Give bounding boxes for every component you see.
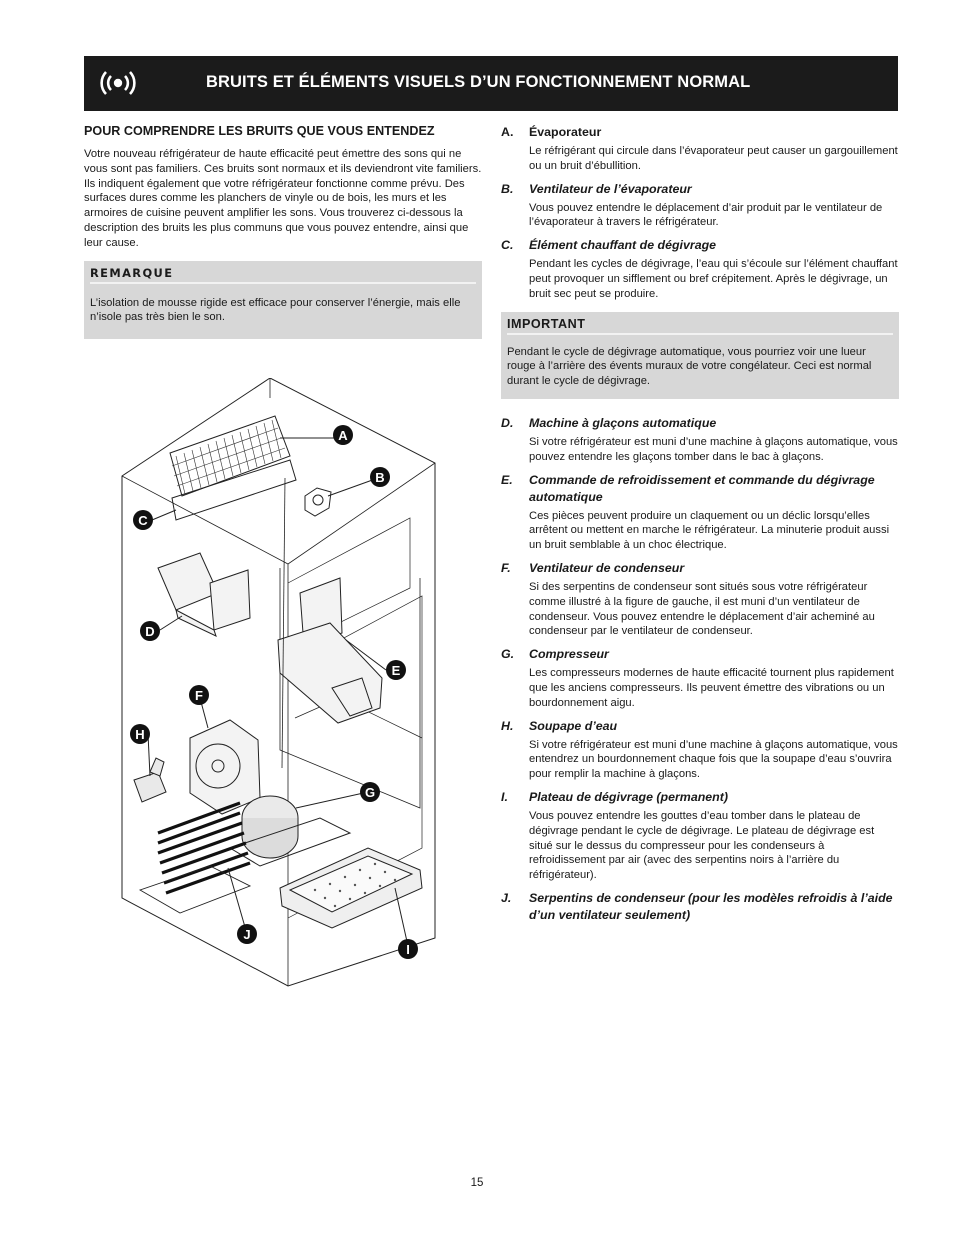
diagram-label-h <box>130 724 150 744</box>
sound-item-letter: A. <box>501 125 514 139</box>
sound-item-title: Commande de refroidissement et commande du dégivrage automatique <box>529 472 875 504</box>
sound-item-title: Évaporateur <box>529 125 602 139</box>
svg-text:B: B <box>375 470 385 485</box>
sound-item-letter: J. <box>501 890 512 905</box>
remarque-body: L’isolation de mousse rigide est efficace pour conserver l’énergie, mais elle n’isole pas très bien le son. <box>90 296 461 324</box>
svg-text:D: D <box>145 624 155 639</box>
important-box <box>501 312 899 399</box>
diagram-label-e <box>386 660 406 680</box>
sound-item-description: Le réfrigérant qui circule dans l’évaporateur peut causer un gargouillement ou un bruit d’ébullition. <box>529 145 898 172</box>
sound-item-letter: I. <box>501 789 508 804</box>
diagram-label-c <box>133 510 153 530</box>
sound-item-heading <box>501 415 899 432</box>
important-title: IMPORTANT <box>507 317 893 335</box>
sound-item-title: Ventilateur de l’évaporateur <box>529 181 692 196</box>
intro-heading: POUR COMPRENDRE LES BRUITS QUE VOUS ENTENDEZ <box>84 124 435 138</box>
sound-item <box>501 646 899 710</box>
left-column <box>84 124 482 339</box>
svg-text:A: A <box>338 428 348 443</box>
sound-item <box>501 718 899 782</box>
sound-item-letter: H. <box>501 718 514 733</box>
svg-text:J: J <box>243 927 251 942</box>
svg-text:H: H <box>135 727 145 742</box>
remarque-title: REMARQUE <box>90 266 476 284</box>
sound-item-title: Compresseur <box>529 647 609 662</box>
sound-item-heading <box>501 472 899 506</box>
sound-item-title: Serpentins de condenseur (pour les modèles refroidis à l’aide d’un ventilateur seulement) <box>529 890 893 922</box>
sound-item-heading <box>501 890 899 924</box>
sound-waves-icon <box>98 68 138 98</box>
sound-item-description: Si des serpentins de condenseur sont situés sous votre réfrigérateur comme illustré à la figure de gauche, il est muni d’un ventilateur de condenseur. Vous pouvez entendre le déplacement d’air acheminé au condenseur par le ventilateur de condenseur. <box>529 580 875 638</box>
sound-item-description: Si votre réfrigérateur est muni d’une machine à glaçons automatique, vous pouvez entendre les glaçons tomber dans le bac à glaçons. <box>529 435 898 463</box>
sound-item-title: Soupape d’eau <box>529 718 618 733</box>
page-title: BRUITS ET ÉLÉMENTS VISUELS D’UN FONCTIONNEMENT NORMAL <box>206 73 751 91</box>
diagram-label-a <box>333 425 353 445</box>
svg-text:C: C <box>138 513 148 528</box>
sound-item-title: Élément chauffant de dégivrage <box>529 238 717 253</box>
remarque-box <box>84 261 482 340</box>
sound-item-heading <box>501 789 899 806</box>
refrigerator-diagram <box>110 378 460 988</box>
sound-item-description: Ces pièces peuvent produire un claquement ou un déclic lorsqu’elles arrêtent ou mettent en marche le réfrigérateur. La minuterie produit aussi un bruit semblable à un choc électrique. <box>529 509 890 552</box>
sound-item <box>501 789 899 883</box>
sound-item-title: Plateau de dégivrage (permanent) <box>529 789 728 804</box>
sound-item <box>501 560 899 639</box>
sound-item-heading <box>501 237 899 254</box>
sound-item-description: Vous pouvez entendre le déplacement d’air produit par le ventilateur de l’évaporateur à travers le réfrigérateur. <box>529 201 883 229</box>
sound-item <box>501 237 899 301</box>
page-number: 15 <box>470 1177 484 1189</box>
section-header <box>84 56 898 111</box>
svg-text:G: G <box>364 785 376 800</box>
diagram-label-i <box>398 939 418 959</box>
svg-text:I: I <box>406 942 410 957</box>
sound-item-title: Machine à glaçons automatique <box>529 415 717 430</box>
sound-item-letter: E. <box>501 472 513 487</box>
important-body: Pendant le cycle de dégivrage automatique, vous pourriez voir une lueur rouge à l’arrière des évents muraux de votre congélateur. Ceci est normal durant le cycle de dégivrage. <box>507 345 872 388</box>
sound-item <box>501 472 899 553</box>
diagram-label-j <box>237 924 257 944</box>
diagram-label-d <box>140 621 160 641</box>
sound-item-letter: G. <box>501 647 515 662</box>
sound-item-heading <box>501 718 899 735</box>
sound-item <box>501 181 899 231</box>
items-top-list <box>501 124 899 302</box>
sound-item-letter: C. <box>501 238 514 253</box>
diagram-label-g <box>360 782 380 802</box>
sound-item-heading <box>501 181 899 198</box>
svg-text:E: E <box>391 663 401 678</box>
sound-item-letter: F. <box>501 560 511 575</box>
right-column <box>501 124 899 931</box>
items-bottom-list <box>501 415 899 924</box>
sound-item-letter: B. <box>501 181 514 196</box>
svg-text:F: F <box>195 688 203 703</box>
sound-item-description: Pendant les cycles de dégivrage, l’eau qui s’écoule sur l’élément chauffant peut provoquer un sifflement ou bref crépitement. Après le dégivrage, un bruit sec peut se produire. <box>529 258 898 300</box>
sound-item <box>501 415 899 465</box>
sound-item-heading <box>501 646 899 663</box>
sound-item-title: Ventilateur de condenseur <box>529 560 685 575</box>
sound-item-heading <box>501 560 899 577</box>
sound-item-description: Si votre réfrigérateur est muni d’une machine à glaçons automatique, vous entendrez un bourdonnement chaque fois que la soupape d’eau s’ouvrira pour remplir la machine à glaçons. <box>529 738 898 781</box>
sound-item <box>501 890 899 924</box>
sound-item <box>501 124 899 174</box>
diagram-label-f <box>189 685 209 705</box>
diagram-label-b <box>370 467 390 487</box>
sound-item-description: Vous pouvez entendre les gouttes d’eau tomber dans le plateau de dégivrage pendant le cycle de dégivrage. Le plateau de dégivrage est situé sur le dessus du compresseur pour les condenseurs à refroidissement par air (avec des serpentins noirs à l’arrière du réfrigérateur). <box>529 809 875 882</box>
intro-paragraph: Votre nouveau réfrigérateur de haute efficacité peut émettre des sons qui ne vous sont pas familiers. Ces bruits sont normaux et ils deviendront vite familiers. Ils indiquent également que votre réfrigérateur fonctionne comme prévu. Des surfaces dures comme les planchers de vinyle ou de bois, les murs et les armoires de cuisine peuvent amplifier les sons. Vous trouverez ci-dessous la description des bruits les plus communs que vous pouvez entendre, ainsi que leur cause. <box>84 148 482 249</box>
sound-item-description: Les compresseurs modernes de haute efficacité tournent plus rapidement que les anciens compresseurs. Ils peuvent émettre des vibrations ou un bourdonnement aigu. <box>529 667 894 709</box>
sound-item-heading <box>501 124 899 141</box>
sound-item-letter: D. <box>501 415 514 430</box>
